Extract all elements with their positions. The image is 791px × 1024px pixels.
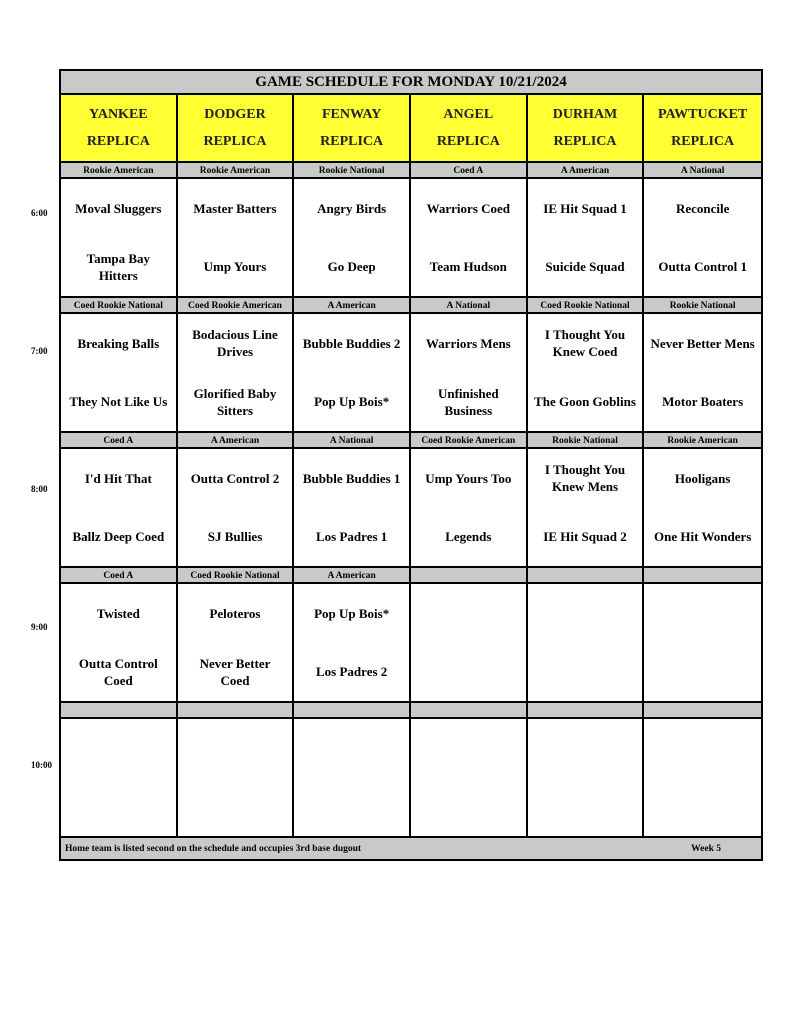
game-cell xyxy=(178,179,295,298)
home-team: Team Hudson xyxy=(429,259,507,275)
field-name: DURHAM xyxy=(552,106,618,122)
field-sub: REPLICA xyxy=(86,133,150,149)
away-team: Outta Control 2 xyxy=(190,470,280,486)
game-cell xyxy=(178,584,295,703)
game-slot-row xyxy=(61,584,761,703)
away-team: I Thought You Knew Mens xyxy=(544,462,626,495)
home-team: Pop Up Bois* xyxy=(314,394,390,410)
division-label: A National xyxy=(644,163,761,179)
away-team: Ump Yours Too xyxy=(425,470,512,486)
game-cell xyxy=(411,449,528,568)
division-label: Rookie American xyxy=(61,163,178,179)
game-slot-row xyxy=(61,179,761,298)
division-label xyxy=(644,703,761,719)
time-label: 10:00 xyxy=(31,760,52,770)
field-header-fenway xyxy=(294,95,411,163)
game-cell xyxy=(178,314,295,433)
division-label: Coed Rookie American xyxy=(178,298,295,314)
field-header-angel xyxy=(411,95,528,163)
division-row xyxy=(61,298,761,314)
game-cell xyxy=(294,314,411,433)
away-team: Warriors Coed xyxy=(426,200,511,216)
home-team: Outta Control 1 xyxy=(658,259,747,275)
game-cell xyxy=(644,314,761,433)
division-label xyxy=(528,568,645,584)
game-cell xyxy=(644,179,761,298)
game-cell xyxy=(644,719,761,838)
field-sub: REPLICA xyxy=(436,133,500,149)
division-label: Coed Rookie National xyxy=(178,568,295,584)
home-team: IE Hit Squad 2 xyxy=(543,529,627,545)
division-label xyxy=(178,703,295,719)
footer-note: Home team is listed second on the schedule and occupies 3rd base dugout xyxy=(65,843,362,854)
division-label: Coed A xyxy=(61,433,178,449)
away-team: I Thought You Knew Coed xyxy=(544,327,626,360)
division-label: A National xyxy=(411,298,528,314)
home-team: Legends xyxy=(445,529,492,545)
game-cell xyxy=(411,314,528,433)
away-team: Pop Up Bois* xyxy=(314,605,390,621)
division-label: A American xyxy=(178,433,295,449)
division-label xyxy=(644,568,761,584)
division-label: A National xyxy=(294,433,411,449)
field-name: PAWTUCKET xyxy=(658,106,748,122)
away-team xyxy=(411,719,526,778)
schedule-title: GAME SCHEDULE FOR MONDAY 10/21/2024 xyxy=(61,71,761,95)
away-team: Twisted xyxy=(96,605,140,621)
home-team xyxy=(644,778,761,837)
home-team: Ballz Deep Coed xyxy=(72,529,165,545)
field-header-dodger xyxy=(178,95,295,163)
game-cell xyxy=(644,584,761,703)
division-row xyxy=(61,163,761,179)
away-team: Bodacious Line Drives xyxy=(192,327,278,360)
field-sub: REPLICA xyxy=(320,133,384,149)
away-team xyxy=(528,719,643,778)
week-label: Week 5 xyxy=(691,843,721,854)
away-team xyxy=(294,719,409,778)
field-sub: REPLICA xyxy=(671,133,735,149)
game-cell xyxy=(528,584,645,703)
game-cell xyxy=(294,584,411,703)
division-label: Rookie National xyxy=(528,433,645,449)
field-name: DODGER xyxy=(204,106,266,122)
away-team: Reconcile xyxy=(675,200,730,216)
time-label: 9:00 xyxy=(31,622,48,632)
division-label: Coed Rookie National xyxy=(61,298,178,314)
schedule-table xyxy=(59,69,763,861)
home-team: Go Deep xyxy=(327,259,376,275)
away-team xyxy=(411,584,526,643)
division-label xyxy=(61,703,178,719)
game-cell xyxy=(178,449,295,568)
home-team xyxy=(411,778,526,837)
field-name: YANKEE xyxy=(89,106,148,122)
division-label: Coed A xyxy=(61,568,178,584)
division-label: Rookie American xyxy=(644,433,761,449)
division-label xyxy=(294,703,411,719)
field-name: ANGEL xyxy=(443,106,494,122)
game-cell xyxy=(178,719,295,838)
division-label: Rookie National xyxy=(294,163,411,179)
game-cell xyxy=(294,719,411,838)
game-cell xyxy=(528,449,645,568)
away-team: Master Batters xyxy=(193,200,277,216)
division-label xyxy=(528,703,645,719)
game-cell xyxy=(528,314,645,433)
game-cell xyxy=(411,719,528,838)
home-team: Suicide Squad xyxy=(545,259,625,275)
field-name: FENWAY xyxy=(321,106,382,122)
division-row xyxy=(61,568,761,584)
away-team xyxy=(528,584,643,643)
home-team: One Hit Wonders xyxy=(654,529,752,545)
division-label: Rookie National xyxy=(644,298,761,314)
home-team xyxy=(61,778,176,837)
division-label xyxy=(411,568,528,584)
home-team xyxy=(411,643,526,702)
division-label: Coed A xyxy=(411,163,528,179)
away-team: Angry Birds xyxy=(317,200,387,216)
home-team: They Not Like Us xyxy=(69,394,168,410)
away-team xyxy=(178,719,293,778)
field-header-pawtucket xyxy=(644,95,761,163)
field-header-yankee xyxy=(61,95,178,163)
home-team: Glorified Baby Sitters xyxy=(193,385,277,418)
division-label: A American xyxy=(294,298,411,314)
game-cell xyxy=(411,179,528,298)
time-label: 6:00 xyxy=(31,208,48,218)
home-team: Motor Boaters xyxy=(662,394,744,410)
game-cell xyxy=(644,449,761,568)
away-team xyxy=(644,719,761,778)
away-team: I'd Hit That xyxy=(84,470,152,486)
home-team xyxy=(644,643,761,702)
division-label: A American xyxy=(528,163,645,179)
home-team xyxy=(178,778,293,837)
away-team: Never Better Mens xyxy=(650,335,755,351)
game-slot-row xyxy=(61,719,761,838)
division-label xyxy=(411,703,528,719)
game-cell xyxy=(411,584,528,703)
game-cell xyxy=(294,449,411,568)
away-team: Bubble Buddies 2 xyxy=(302,335,401,351)
away-team xyxy=(644,584,761,643)
division-label: Coed Rookie National xyxy=(528,298,645,314)
away-team: Bubble Buddies 1 xyxy=(302,470,401,486)
game-cell xyxy=(61,719,178,838)
game-cell xyxy=(61,179,178,298)
away-team: Warriors Mens xyxy=(425,335,511,351)
home-team: Los Padres 1 xyxy=(316,529,388,545)
time-label: 8:00 xyxy=(31,484,48,494)
away-team: Breaking Balls xyxy=(77,335,160,351)
away-team: Peloteros xyxy=(209,605,261,621)
division-label: A American xyxy=(294,568,411,584)
game-cell xyxy=(528,179,645,298)
away-team: IE Hit Squad 1 xyxy=(543,200,627,216)
game-cell xyxy=(61,449,178,568)
division-row xyxy=(61,433,761,449)
away-team xyxy=(61,719,176,778)
game-cell xyxy=(294,179,411,298)
division-row xyxy=(61,703,761,719)
home-team: Outta Control Coed xyxy=(78,655,158,688)
field-header-row xyxy=(61,95,761,163)
home-team xyxy=(294,778,409,837)
game-slot-row xyxy=(61,449,761,568)
field-sub: REPLICA xyxy=(553,133,617,149)
footer-bar xyxy=(61,838,761,859)
game-cell xyxy=(61,314,178,433)
game-cell xyxy=(61,584,178,703)
time-label: 7:00 xyxy=(31,346,48,356)
division-label: Coed Rookie American xyxy=(411,433,528,449)
home-team xyxy=(528,643,643,702)
game-slot-row xyxy=(61,314,761,433)
home-team: Los Padres 2 xyxy=(316,664,388,680)
home-team: Ump Yours xyxy=(203,259,267,275)
away-team: Hooligans xyxy=(674,470,731,486)
home-team: The Goon Goblins xyxy=(534,394,636,410)
division-label: Rookie American xyxy=(178,163,295,179)
home-team: SJ Bullies xyxy=(207,529,263,545)
home-team: Tampa Bay Hitters xyxy=(86,250,151,283)
home-team: Never Better Coed xyxy=(199,655,271,688)
away-team: Moval Sluggers xyxy=(75,200,162,216)
home-team xyxy=(528,778,643,837)
game-cell xyxy=(528,719,645,838)
field-sub: REPLICA xyxy=(203,133,267,149)
field-header-durham xyxy=(528,95,645,163)
home-team: Unfinished Business xyxy=(437,385,499,418)
